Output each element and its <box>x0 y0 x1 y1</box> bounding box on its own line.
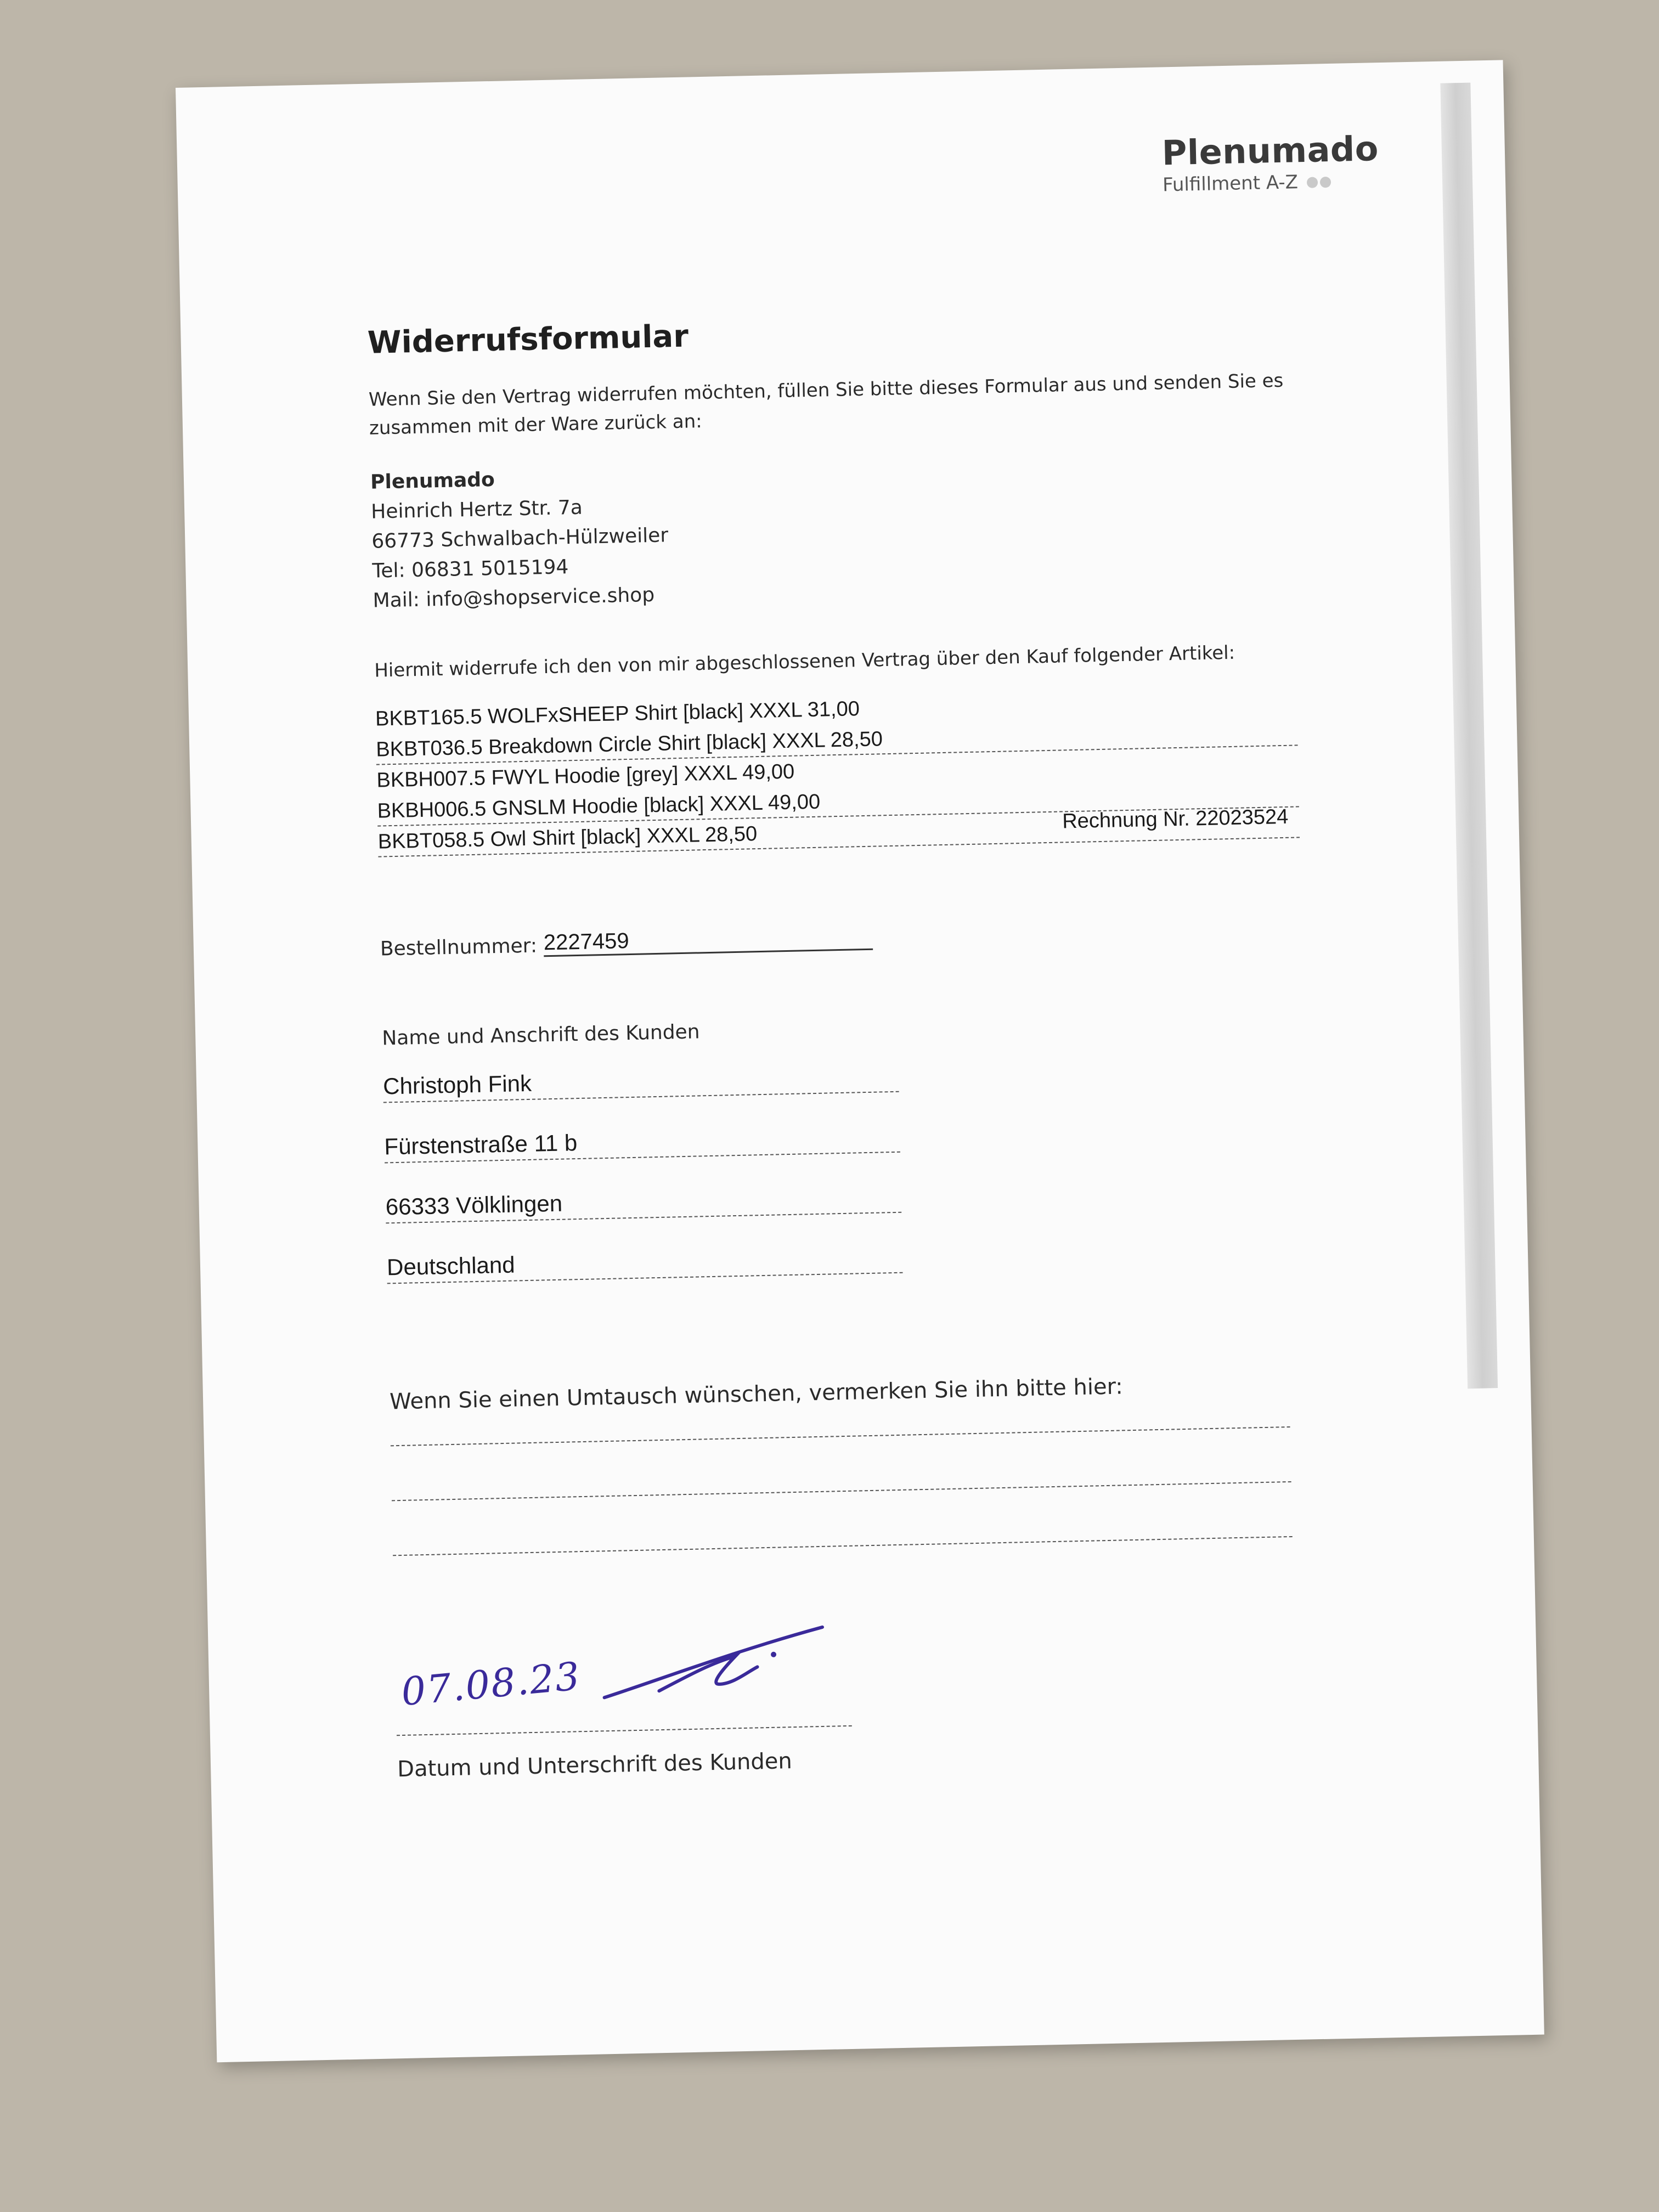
article-line: BKBH006.5 GNSLM Hoodie [black] XXXL 49,00 <box>377 776 1299 826</box>
exchange-line <box>392 1480 1291 1501</box>
customer-name-field: Christoph Fink <box>383 1060 899 1103</box>
address-phone: Tel: 06831 5015194 <box>372 556 569 583</box>
exchange-line <box>391 1425 1290 1446</box>
exchange-line <box>393 1535 1293 1556</box>
logo-dots-icon <box>1305 171 1331 193</box>
logo-tagline: Fulfillment A-Z <box>1162 171 1299 196</box>
form-title: Widerrufsformular <box>367 318 689 361</box>
article-line: BKBH007.5 FWYL Hoodie [grey] XXXL 49,00 <box>376 760 795 792</box>
customer-street-field: Fürstenstraße 11 b <box>384 1121 900 1164</box>
customer-country-field: Deutschland <box>387 1242 903 1284</box>
article-line: BKBT036.5 Breakdown Circle Shirt [black] XXXL 28,50 <box>376 715 1298 765</box>
address-city: 66773 Schwalbach-Hülzweiler <box>371 524 669 553</box>
logo-name: Plenumado <box>1161 128 1379 173</box>
customer-city-field: 66333 Völklingen <box>385 1181 901 1224</box>
article-list <box>375 684 1311 857</box>
form-intro: Wenn Sie den Vertrag widerrufen möchten, füllen Sie bitte dieses Formular aus und senden Sie es zusammen mit der Ware zurück an: <box>368 369 1284 439</box>
address-mail: Mail: info@shopservice.shop <box>373 583 655 612</box>
article-line: BKBT058.5 Owl Shirt [black] XXXL 28,50 <box>377 807 1300 857</box>
scan-edge-strip <box>1440 83 1498 1389</box>
invoice-number: Rechnung Nr. 22023524 <box>1062 805 1289 833</box>
exchange-label: Wenn Sie einen Umtausch wünschen, vermerken Sie ihn bitte hier: <box>389 1374 1124 1415</box>
handwritten-signature <box>591 1610 846 1714</box>
signature-label: Datum und Unterschrift des Kunden <box>397 1748 793 1782</box>
order-number-field <box>380 924 873 961</box>
withdrawal-statement: Hiermit widerrufe ich den von mir abgeschlossenen Vertrag über den Kauf folgender Artikel: <box>374 641 1235 682</box>
order-number-label: Bestellnummer: <box>380 934 538 961</box>
article-line: BKBT165.5 WOLFxSHEEP Shirt [black] XXXL 31,00 <box>375 697 860 731</box>
order-number-value: 2227459 <box>543 924 873 957</box>
withdrawal-form-sheet <box>176 60 1544 2062</box>
address-street: Heinrich Hertz Str. 7a <box>370 496 583 523</box>
company-logo <box>1161 128 1379 196</box>
return-address <box>370 461 670 616</box>
customer-label: Name und Anschrift des Kunden <box>381 1020 700 1050</box>
address-company: Plenumado <box>370 468 495 494</box>
signature-date: 07.08.23 <box>399 1653 583 1715</box>
